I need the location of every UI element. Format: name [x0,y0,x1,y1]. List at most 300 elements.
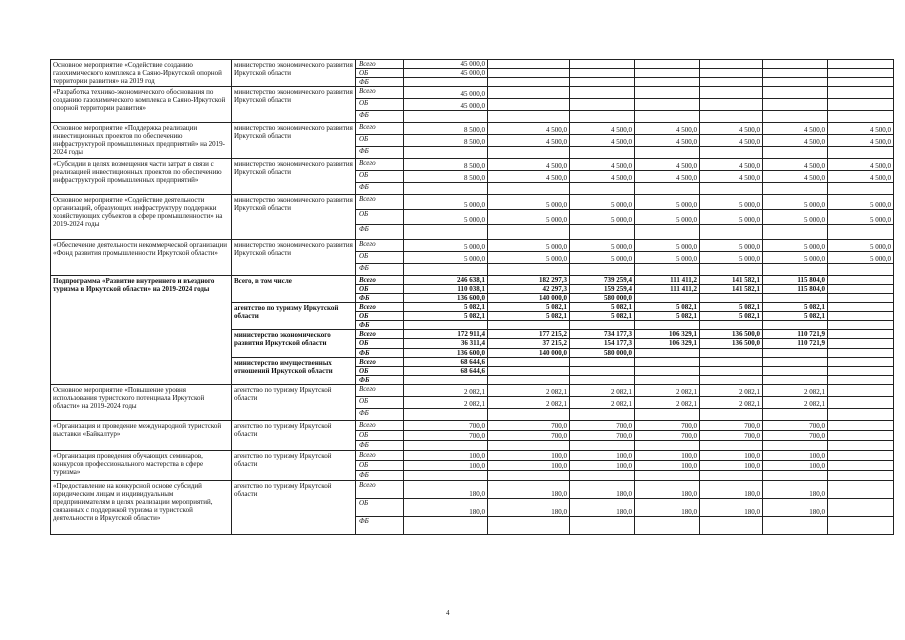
amount-cell [828,264,894,276]
amount-cell [828,357,894,366]
amount-cell: 700,0 [763,430,828,440]
amount-cell [763,87,828,99]
amount-cell [488,78,570,87]
amount-cell: 4 500,0 [570,123,635,135]
amount-cell: 141 582,1 [700,285,763,294]
amount-cell [828,348,894,357]
amount-cell: 2 082,1 [700,384,763,396]
amount-cell [404,111,488,123]
funding-source: ОБ [356,396,404,408]
amount-cell [570,99,635,111]
activity-name: «Организация проведения обучающих семинаров, конкурсов профессионального мастерства в сфере туризма» [51,450,232,480]
amount-cell: 4 500,0 [700,171,763,183]
amount-cell [404,78,488,87]
funding-source: ОБ [356,285,404,294]
amount-cell [404,470,488,480]
table-row [51,480,894,498]
amount-cell [828,430,894,440]
responsible-executor: агентство по туризму Иркутской области [232,480,356,534]
amount-cell [570,60,635,69]
amount-cell: 700,0 [635,420,700,430]
amount-cell: 172 911,4 [404,330,488,339]
amount-cell: 5 000,0 [828,210,894,225]
funding-source: ОБ [356,312,404,321]
amount-cell [488,99,570,111]
amount-cell [404,321,488,330]
amount-cell [828,183,894,195]
amount-cell [700,357,763,366]
amount-cell: 5 000,0 [635,195,700,210]
amount-cell [488,366,570,375]
table-row [51,384,894,396]
table-row [51,123,894,135]
budget-table [50,59,894,535]
amount-cell [700,375,763,384]
amount-cell: 4 500,0 [700,135,763,147]
amount-cell: 4 500,0 [828,159,894,171]
amount-cell [635,375,700,384]
funding-source: ОБ [356,366,404,375]
activity-name: «Субсидии в целях возмещения части затрат в связи с реализацией инвестиционных проектов по обеспечению инфраструктурой промышленных предприятий» [51,159,232,195]
funding-source: ФБ [356,111,404,123]
amount-cell: 180,0 [570,498,635,516]
amount-cell: 5 082,1 [404,312,488,321]
amount-cell: 180,0 [570,480,635,498]
funding-source: ФБ [356,78,404,87]
amount-cell: 580 000,0 [570,348,635,357]
amount-cell: 4 500,0 [488,159,570,171]
page-number: 4 [446,609,450,617]
amount-cell [700,99,763,111]
amount-cell [700,183,763,195]
amount-cell: 5 000,0 [570,240,635,252]
amount-cell [700,78,763,87]
amount-cell: 136 600,0 [404,348,488,357]
amount-cell: 5 000,0 [570,195,635,210]
amount-cell: 2 082,1 [570,384,635,396]
amount-cell [763,375,828,384]
amount-cell: 5 000,0 [404,240,488,252]
amount-cell [828,321,894,330]
amount-cell: 5 000,0 [635,210,700,225]
amount-cell: 700,0 [570,430,635,440]
amount-cell [700,408,763,420]
responsible-executor: министерство имущественных отношений Иркутской области [232,357,356,384]
amount-cell [828,294,894,303]
amount-cell [488,321,570,330]
amount-cell: 5 082,1 [763,303,828,312]
amount-cell [404,440,488,450]
amount-cell [635,99,700,111]
amount-cell: 100,0 [635,460,700,470]
amount-cell: 5 000,0 [570,252,635,264]
amount-cell [488,69,570,78]
amount-cell [763,321,828,330]
amount-cell: 700,0 [763,420,828,430]
amount-cell: 5 000,0 [763,240,828,252]
amount-cell: 4 500,0 [570,159,635,171]
funding-source: ФБ [356,294,404,303]
amount-cell: 5 082,1 [635,312,700,321]
amount-cell [488,470,570,480]
amount-cell: 734 177,3 [570,330,635,339]
amount-cell [635,111,700,123]
funding-source: ФБ [356,147,404,159]
amount-cell: 100,0 [488,450,570,460]
amount-cell [488,440,570,450]
amount-cell: 154 177,3 [570,339,635,348]
amount-cell [635,69,700,78]
funding-source: ОБ [356,430,404,440]
amount-cell [488,60,570,69]
funding-source: ОБ [356,460,404,470]
amount-cell [763,408,828,420]
responsible-executor: министерство экономического развития Иркутской области [232,87,356,123]
amount-cell [404,183,488,195]
amount-cell: 580 000,0 [570,294,635,303]
amount-cell [828,225,894,240]
amount-cell: 180,0 [404,498,488,516]
amount-cell [700,225,763,240]
amount-cell [570,516,635,534]
responsible-executor: агентство по туризму Иркутской области [232,450,356,480]
amount-cell [828,440,894,450]
amount-cell: 5 000,0 [488,195,570,210]
amount-cell [763,147,828,159]
amount-cell: 5 082,1 [570,303,635,312]
amount-cell [828,111,894,123]
amount-cell: 700,0 [700,420,763,430]
funding-source: Всего [356,480,404,498]
table-row [51,159,894,171]
amount-cell [700,348,763,357]
amount-cell: 140 000,0 [488,294,570,303]
amount-cell: 2 082,1 [700,396,763,408]
amount-cell: 5 082,1 [570,312,635,321]
amount-cell: 5 000,0 [700,210,763,225]
amount-cell [635,87,700,99]
responsible-executor: министерство экономического развития Иркутской области [232,330,356,357]
amount-cell: 106 329,1 [635,339,700,348]
amount-cell [488,147,570,159]
amount-cell [828,408,894,420]
amount-cell [635,147,700,159]
amount-cell: 182 297,3 [488,276,570,285]
amount-cell [700,69,763,78]
funding-source: ОБ [356,135,404,147]
amount-cell: 700,0 [700,430,763,440]
amount-cell: 4 500,0 [635,123,700,135]
amount-cell: 246 638,1 [404,276,488,285]
amount-cell: 115 804,0 [763,276,828,285]
amount-cell: 5 082,1 [700,303,763,312]
amount-cell: 4 500,0 [488,123,570,135]
funding-source: ФБ [356,264,404,276]
amount-cell: 110 721,9 [763,330,828,339]
amount-cell [700,111,763,123]
amount-cell: 180,0 [488,498,570,516]
amount-cell [763,357,828,366]
amount-cell [700,516,763,534]
amount-cell: 4 500,0 [700,123,763,135]
amount-cell [828,480,894,498]
amount-cell [570,111,635,123]
amount-cell [828,147,894,159]
amount-cell: 2 082,1 [488,384,570,396]
activity-name: «Разработка технико-экономического обоснования по созданию газохимического комплекса в Саяно-Иркутской опорной территории развития» [51,87,232,123]
amount-cell: 5 000,0 [488,240,570,252]
amount-cell [763,111,828,123]
amount-cell [828,339,894,348]
amount-cell [488,264,570,276]
amount-cell [763,294,828,303]
amount-cell: 111 411,2 [635,276,700,285]
activity-name: Основное мероприятие «Поддержка реализации инвестиционных проектов по обеспечению инфраструктурой промышленных предприятий» на 2019-2024 годы [51,123,232,159]
funding-source: ОБ [356,99,404,111]
funding-source: ОБ [356,339,404,348]
amount-cell: 100,0 [635,450,700,460]
amount-cell [635,294,700,303]
amount-cell: 2 082,1 [404,384,488,396]
amount-cell [763,366,828,375]
amount-cell [488,87,570,99]
amount-cell: 4 500,0 [488,171,570,183]
table-row [51,87,894,99]
funding-source: Всего [356,450,404,460]
amount-cell: 100,0 [570,450,635,460]
amount-cell [635,321,700,330]
amount-cell: 180,0 [763,498,828,516]
amount-cell [570,69,635,78]
amount-cell: 68 644,6 [404,357,488,366]
amount-cell: 4 500,0 [635,135,700,147]
amount-cell [488,111,570,123]
amount-cell [763,78,828,87]
amount-cell: 110 038,1 [404,285,488,294]
funding-source: Всего [356,357,404,366]
amount-cell: 2 082,1 [635,384,700,396]
amount-cell: 4 500,0 [763,159,828,171]
amount-cell [570,357,635,366]
funding-source: ФБ [356,225,404,240]
amount-cell: 8 500,0 [404,171,488,183]
amount-cell: 100,0 [488,460,570,470]
funding-source: Всего [356,60,404,69]
funding-source: ФБ [356,321,404,330]
amount-cell: 700,0 [635,430,700,440]
amount-cell [828,312,894,321]
amount-cell: 5 000,0 [828,195,894,210]
amount-cell: 140 000,0 [488,348,570,357]
amount-cell: 180,0 [488,480,570,498]
amount-cell [404,264,488,276]
amount-cell: 700,0 [488,420,570,430]
funding-source: Всего [356,276,404,285]
amount-cell: 700,0 [488,430,570,440]
amount-cell [635,408,700,420]
funding-source: ОБ [356,252,404,264]
responsible-executor: Всего, в том числе [232,276,356,303]
amount-cell [635,366,700,375]
amount-cell: 4 500,0 [488,135,570,147]
amount-cell: 180,0 [700,498,763,516]
amount-cell [828,69,894,78]
amount-cell: 115 804,0 [763,285,828,294]
amount-cell: 4 500,0 [635,171,700,183]
funding-source: Всего [356,87,404,99]
amount-cell [763,183,828,195]
amount-cell [828,87,894,99]
amount-cell: 180,0 [635,480,700,498]
amount-cell [488,183,570,195]
funding-source: ОБ [356,498,404,516]
amount-cell [700,60,763,69]
responsible-executor: министерство экономического развития Иркутской области [232,60,356,87]
amount-cell: 5 000,0 [763,195,828,210]
responsible-executor: агентство по туризму Иркутской области [232,420,356,450]
amount-cell: 5 000,0 [488,210,570,225]
amount-cell: 700,0 [404,430,488,440]
amount-cell [763,99,828,111]
amount-cell: 4 500,0 [828,171,894,183]
table-row [51,60,894,69]
amount-cell: 106 329,1 [635,330,700,339]
activity-name: «Предоставление на конкурсной основе субсидий юридическим лицам и индивидуальным предпринимателям в целях реализации мероприятий, связанных с поддержкой туризма и туристской деятельности в Иркутской области» [51,480,232,534]
responsible-executor: министерство экономического развития Иркутской области [232,123,356,159]
amount-cell: 136 600,0 [404,294,488,303]
amount-cell [763,69,828,78]
activity-name: Основное мероприятие «Повышение уровня использования туристского потенциала Иркутской области» на 2019-2024 годы [51,384,232,420]
amount-cell [828,470,894,480]
table-row [51,240,894,252]
responsible-executor: министерство экономического развития Иркутской области [232,240,356,276]
activity-name: Основное мероприятие «Содействие деятельности организаций, образующих инфраструктуру поддержки хозяйствующих субъектов в сфере промышленности» на 2019-2024 годы [51,195,232,240]
amount-cell [828,330,894,339]
amount-cell: 2 082,1 [763,384,828,396]
amount-cell: 110 721,9 [763,339,828,348]
amount-cell [404,375,488,384]
amount-cell: 4 500,0 [635,159,700,171]
amount-cell [828,78,894,87]
amount-cell: 5 082,1 [488,312,570,321]
amount-cell [570,147,635,159]
amount-cell: 45 000,0 [404,99,488,111]
amount-cell [828,285,894,294]
amount-cell [488,357,570,366]
funding-source: Всего [356,195,404,210]
table-row [51,276,894,285]
amount-cell: 5 000,0 [404,195,488,210]
amount-cell: 159 259,4 [570,285,635,294]
funding-source: ФБ [356,516,404,534]
amount-cell [570,225,635,240]
amount-cell: 100,0 [404,460,488,470]
amount-cell: 4 500,0 [763,171,828,183]
amount-cell: 2 082,1 [763,396,828,408]
amount-cell [700,294,763,303]
amount-cell [828,60,894,69]
amount-cell [570,183,635,195]
amount-cell [635,470,700,480]
amount-cell [635,348,700,357]
activity-name: Основное мероприятие «Содействие созданию газохимического комплекса в Саяно-Иркутской опорной территории развития» на 2019 год [51,60,232,87]
amount-cell [635,78,700,87]
amount-cell [570,78,635,87]
amount-cell: 100,0 [700,450,763,460]
amount-cell: 5 000,0 [700,195,763,210]
amount-cell: 136 500,0 [700,339,763,348]
funding-source: Всего [356,159,404,171]
amount-cell [700,366,763,375]
responsible-executor: министерство экономического развития Иркутской области [232,195,356,240]
funding-source: ФБ [356,375,404,384]
amount-cell: 45 000,0 [404,87,488,99]
amount-cell [488,516,570,534]
amount-cell [570,375,635,384]
amount-cell [763,440,828,450]
amount-cell: 180,0 [700,480,763,498]
table-row [51,450,894,460]
funding-source: ФБ [356,470,404,480]
amount-cell: 4 500,0 [763,123,828,135]
amount-cell [404,225,488,240]
amount-cell: 5 082,1 [763,312,828,321]
amount-cell [700,470,763,480]
amount-cell [828,366,894,375]
amount-cell [828,384,894,396]
amount-cell [488,375,570,384]
funding-source: ОБ [356,171,404,183]
amount-cell: 700,0 [404,420,488,430]
amount-cell: 5 082,1 [700,312,763,321]
funding-source: ФБ [356,348,404,357]
amount-cell: 4 500,0 [828,123,894,135]
amount-cell [700,440,763,450]
amount-cell: 8 500,0 [404,123,488,135]
amount-cell: 2 082,1 [404,396,488,408]
amount-cell: 8 500,0 [404,159,488,171]
amount-cell [763,225,828,240]
funding-source: Всего [356,240,404,252]
amount-cell: 5 000,0 [700,252,763,264]
amount-cell [570,87,635,99]
amount-cell [404,147,488,159]
amount-cell [763,60,828,69]
amount-cell [488,408,570,420]
amount-cell [700,264,763,276]
amount-cell: 111 411,2 [635,285,700,294]
amount-cell: 4 500,0 [828,135,894,147]
amount-cell: 180,0 [635,498,700,516]
amount-cell: 5 000,0 [635,240,700,252]
funding-source: ОБ [356,210,404,225]
amount-cell: 45 000,0 [404,69,488,78]
funding-source: Всего [356,123,404,135]
amount-cell: 180,0 [763,480,828,498]
amount-cell: 5 000,0 [570,210,635,225]
amount-cell: 68 644,6 [404,366,488,375]
responsible-executor: агентство по туризму Иркутской области [232,303,356,330]
amount-cell [635,225,700,240]
amount-cell: 2 082,1 [488,396,570,408]
amount-cell: 739 259,4 [570,276,635,285]
amount-cell: 700,0 [570,420,635,430]
responsible-executor: министерство экономического развития Иркутской области [232,159,356,195]
amount-cell: 100,0 [570,460,635,470]
amount-cell [828,375,894,384]
amount-cell: 5 000,0 [404,252,488,264]
amount-cell: 100,0 [763,450,828,460]
